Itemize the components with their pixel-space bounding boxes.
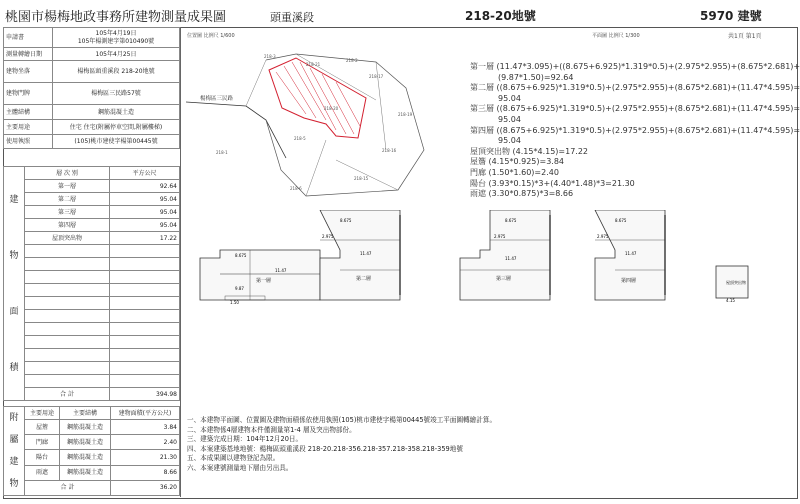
col-area: 平方公尺: [110, 167, 180, 180]
plan-dim: 11.47: [360, 251, 372, 256]
parcel-label: 218-20: [324, 106, 339, 111]
floor-area: 17.22: [110, 232, 180, 245]
calc-line: 雨遮 (3.30*0.875)*3=8.66: [470, 189, 574, 199]
structure: 鋼筋混凝土造: [60, 435, 111, 450]
building-number: 5970 建號: [700, 9, 762, 23]
calc-line: 95.04: [498, 93, 521, 103]
appurtenance-table: [3, 406, 180, 496]
info-value: 鋼筋混凝土造: [53, 105, 180, 120]
floor-name: 第二層: [25, 193, 110, 206]
info-value: 楊梅區三民路57號: [53, 83, 180, 105]
parcel-label: 218-2: [346, 58, 358, 63]
col-area: 建物面積(平方公尺): [111, 407, 180, 420]
parcel-label: 218-21: [306, 62, 321, 67]
use: 雨遮: [25, 465, 60, 480]
parcel-label: 218-17: [369, 74, 384, 79]
floor-plan-2: [310, 210, 420, 305]
floor-name: 屋頂突出物: [25, 232, 110, 245]
area: 21.30: [111, 450, 180, 465]
plan-dim: 8.675: [340, 218, 352, 223]
page-title: 桃園市楊梅地政事務所建物測量成果圖: [5, 10, 227, 25]
info-label: 主要用途: [4, 120, 53, 135]
floor-plan-4: [585, 210, 695, 305]
calc-line: (9.87*1.50)=92.64: [498, 72, 574, 82]
info-label: 測量轉繪日期: [4, 48, 53, 61]
plan-dim: 9.87: [235, 286, 244, 291]
road-edge: [186, 102, 286, 158]
plan-dim: 2.975: [494, 234, 506, 239]
floor-name: 第四層: [25, 219, 110, 232]
floor-area: 95.04: [110, 206, 180, 219]
structure: 鋼筋混凝土造: [60, 465, 111, 480]
plan-name: 第四層: [621, 278, 637, 284]
parcel-label: 218-19: [398, 112, 413, 117]
divider: [180, 27, 181, 497]
plan-dim: 11.47: [275, 268, 287, 273]
floor-area: 92.64: [110, 180, 180, 193]
floor-plan-3: [450, 210, 560, 305]
col-floor: 層 次 別: [25, 167, 110, 180]
plan-dim: 11.47: [505, 256, 517, 261]
site-plan-label: 位置圖 比例尺 1/600: [187, 33, 235, 39]
plan-dim: 1.50: [230, 300, 239, 305]
calc-line: 陽台 (3.93*0.15)*3+(4.40*1.48)*3=21.30: [470, 178, 635, 188]
info-value: 105年4月25日: [53, 48, 180, 61]
roof-plan: [712, 262, 762, 307]
parcel-line: [306, 140, 326, 196]
area: 3.84: [111, 420, 180, 435]
plan-name: 屋頂突出物: [726, 280, 746, 285]
total-label: 合 計: [25, 388, 110, 401]
calc-line: 第一層 (11.47*3.095)+((8.675+6.925)*1.319*0.5)+(2.975*2.955)+(8.675*2.681)+: [470, 62, 800, 71]
parcel-label: 218-6: [290, 186, 302, 191]
calc-line: 95.04: [498, 136, 521, 146]
parcel-line: [246, 60, 266, 106]
road-label: 楊梅區三民路: [200, 96, 234, 102]
plan-dim: 8.675: [615, 218, 627, 223]
info-value: 住宅 住宅(附屬停車空間,附屬樓梯): [53, 120, 180, 135]
note-item: 三、建築完成日期：104年12月20日。: [187, 435, 303, 443]
calc-line: 第二層 ((8.675+6.925)*1.319*0.5)+(2.975*2.955)+(8.675*2.681)+(11.47*4.595)=: [470, 83, 800, 93]
use: 門廊: [25, 435, 60, 450]
info-label: 使用執照: [4, 135, 53, 149]
info-label: 建物坐落: [4, 61, 53, 83]
info-label: 主體結構: [4, 105, 53, 120]
floor-area: 95.04: [110, 219, 180, 232]
plan-name: 第二層: [356, 276, 372, 282]
building-area-side-label: 建 物 面 積: [4, 167, 25, 401]
plan-dim: 8.675: [505, 218, 517, 223]
note-item: 二、本建物係4層建物本件僅測量第1-4 層及突出物部份。: [187, 425, 356, 434]
parcel-label: 218-16: [382, 148, 397, 153]
note-item: 五、本成果圖以建物登記為限。: [187, 454, 280, 462]
area: 8.66: [111, 465, 180, 480]
total-area: 36.20: [111, 480, 180, 495]
structure: 鋼筋混凝土造: [60, 420, 111, 435]
calc-line: 95.04: [498, 114, 521, 124]
page-count: 共1頁 第1頁: [728, 33, 762, 40]
note-item: 一、本建物平面圖、位置圖及建物面積係依使用執照(105)桃市建使字楊第00445號竣工平面圖轉繪計算。: [187, 416, 497, 424]
plan-dim: 8.675: [235, 253, 247, 258]
parcel-label: 218-1: [216, 150, 228, 155]
appurtenance-side-label: 附 屬 建 物: [4, 407, 25, 496]
floor-area: 95.04: [110, 193, 180, 206]
calc-line: 第三層 ((8.675+6.925)*1.319*0.5)+(2.975*2.955)+(8.675*2.681)+(11.47*4.595)=: [470, 104, 800, 114]
plan-name: 第一層: [256, 278, 272, 284]
col-structure: 主要結構: [60, 407, 111, 420]
site-plan: [186, 40, 436, 202]
building-hatch: [276, 62, 360, 134]
calc-line: 門廊 (1.50*1.60)=2.40: [470, 167, 559, 177]
info-value: (105)桃市建使字楊第00445號: [53, 135, 180, 149]
info-value: 楊梅區頭重溪段 218-20地號: [53, 61, 180, 83]
area-calculations: [470, 62, 800, 200]
plan-dim: 11.47: [625, 251, 637, 256]
total-label: 合 計: [25, 480, 111, 495]
floor-name: 第一層: [25, 180, 110, 193]
lot-number: 218-20地號: [465, 9, 536, 23]
plan-dim: 2.975: [597, 234, 609, 239]
col-use: 主要用途: [25, 407, 60, 420]
parcel-label: 218-3: [264, 54, 276, 59]
building-outline: [269, 58, 366, 138]
parcel-label: 218-5: [294, 136, 306, 141]
plan-name: 第三層: [496, 276, 512, 282]
area: 2.40: [111, 435, 180, 450]
calc-line: 屋簷 (4.15*0.925)=3.84: [470, 157, 565, 167]
use: 陽台: [25, 450, 60, 465]
plan-dim: 4.15: [726, 298, 735, 303]
note-item: 六、本案建號測量地下層由另出具。: [187, 463, 293, 472]
structure: 鋼筋混凝土造: [60, 450, 111, 465]
info-label: 申請書: [4, 28, 53, 48]
info-table: [3, 27, 180, 149]
calc-line: 屋頂突出物 (4.15*4.15)=17.22: [470, 146, 589, 156]
total-area: 394.98: [110, 388, 180, 401]
floor-name: 第三層: [25, 206, 110, 219]
building-area-table: [3, 166, 180, 401]
calc-line: 第四層 ((8.675+6.925)*1.319*0.5)+(2.975*2.955)+(8.675*2.681)+(11.47*4.595)=: [470, 125, 800, 135]
section-name: 頭重溪段: [270, 11, 314, 24]
plan-scale-label: 平面圖 比例尺 1/300: [592, 33, 640, 39]
notes-list: [187, 416, 496, 473]
use: 屋簷: [25, 420, 60, 435]
parcel-label: 218-15: [354, 176, 369, 181]
parcel-line: [336, 160, 398, 190]
info-value: 105年4月19日 105年楊測建字第010490號: [53, 28, 180, 48]
plan-dim: 2.975: [322, 234, 334, 239]
note-item: 四、本案建築基地地號：楊梅區頭重溪段 218-20.218-356.218-357.218-358.218-359地號: [187, 444, 463, 453]
info-label: 建物門牌: [4, 83, 53, 105]
